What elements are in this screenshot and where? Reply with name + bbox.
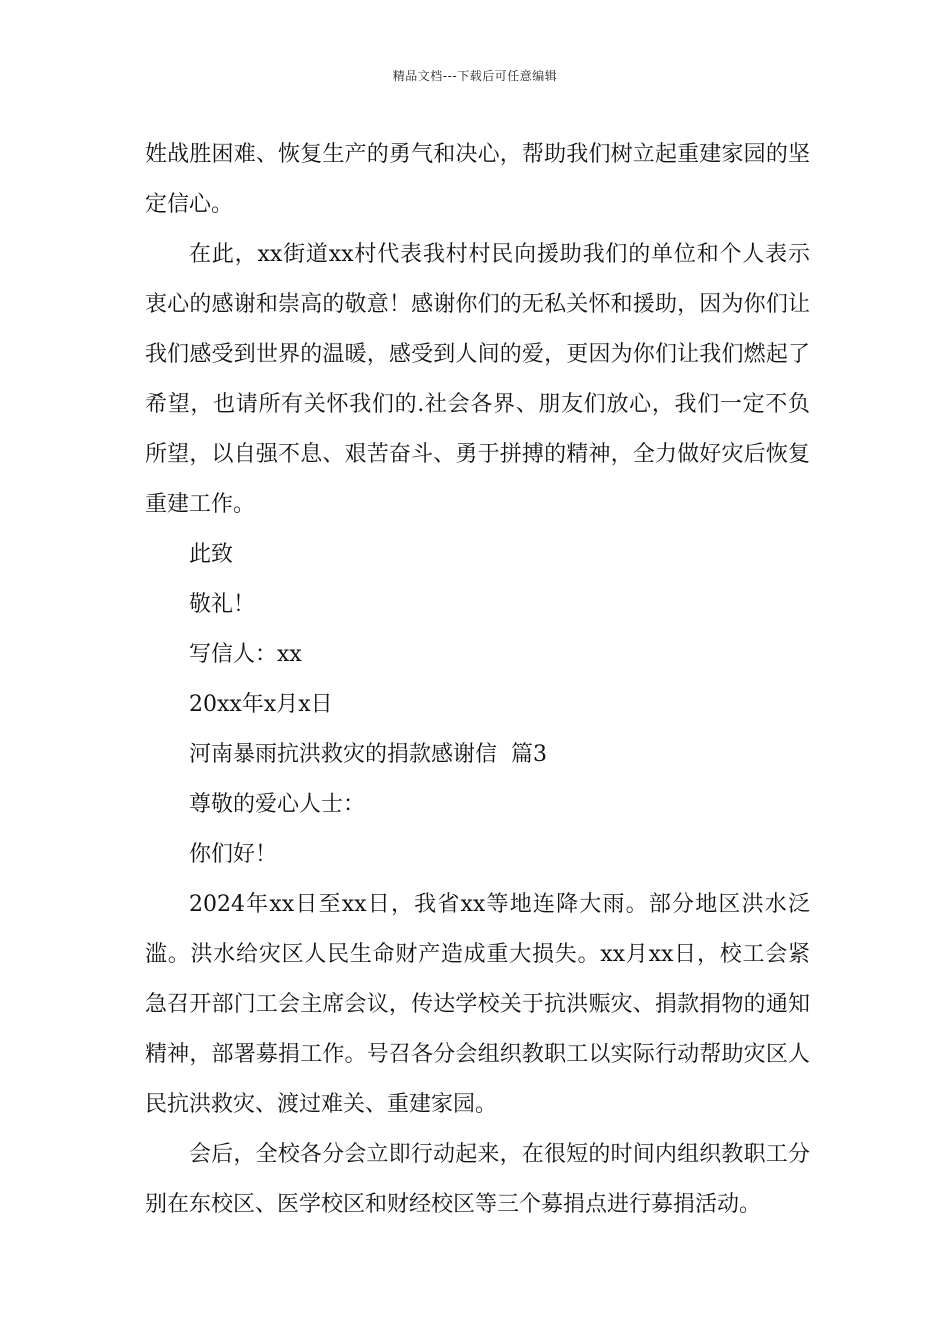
- paragraph-2: 在此，xx街道xx村代表我村村民向援助我们的单位和个人表示衷心的感谢和崇高的敬意！感谢你们的无私关怀和援助，因为你们让我们感受到世界的温暖，感受到人间的爱，更因为你们让我们燃起了希望，也请所有关怀我们的.社会各界、朋友们放心，我们一定不负所望，以自强不息、艰苦奋斗、勇于拼搏的精神，全力做好灾后恢复重建工作。: [145, 242, 810, 517]
- closing-line-1: 此致: [189, 542, 234, 567]
- page-header: 精品文档---下载后可任意编辑: [392, 69, 558, 83]
- salutation-line: 尊敬的爱心人士：: [189, 792, 366, 817]
- paragraph-3: 2024年xx日至xx日，我省xx等地连降大雨。部分地区洪水泛滥。洪水给灾区人民生命财产造成重大损失。xx月xx日，校工会紧急召开部门工会主席会议，传达学校关于抗洪赈灾、捐款捐物的通知精神，部署募捐工作。号召各分会组织教职工以实际行动帮助灾区人民抗洪救灾、渡过难关、重建家园。: [145, 892, 810, 1117]
- greeting-line: 你们好！: [189, 842, 278, 867]
- date-line: 20xx年x月x日: [189, 692, 333, 717]
- signer-line: 写信人：xx: [189, 642, 302, 667]
- closing-line-2: 敬礼！: [189, 592, 256, 617]
- document-body: [145, 130, 810, 1230]
- paragraph-1: 姓战胜困难、恢复生产的勇气和决心，帮助我们树立起重建家园的坚定信心。: [145, 142, 810, 217]
- section-title: 河南暴雨抗洪救灾的捐款感谢信 篇3: [189, 742, 547, 767]
- paragraph-4: 会后，全校各分会立即行动起来，在很短的时间内组织教职工分别在东校区、医学校区和财经校区等三个募捐点进行募捐活动。: [145, 1142, 810, 1217]
